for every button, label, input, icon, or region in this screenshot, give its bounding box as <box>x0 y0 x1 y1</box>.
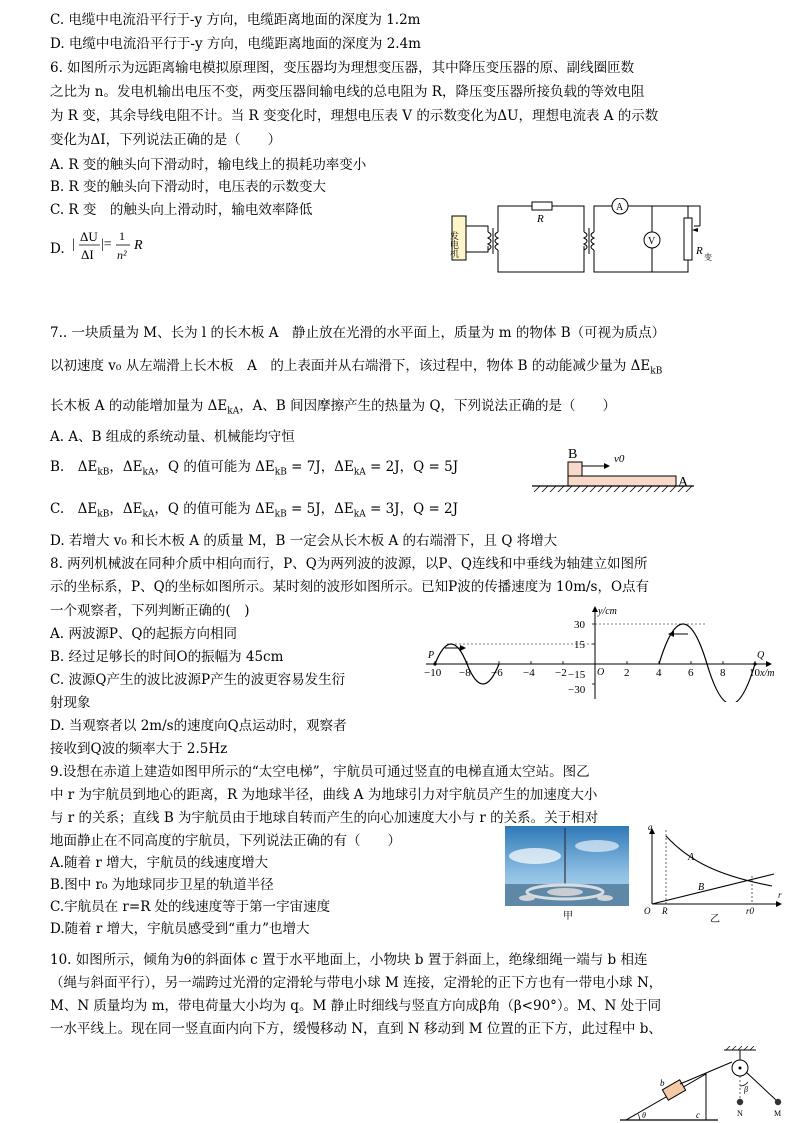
q8-option-c-line1: C. 波源Q产生的波比波源P产生的波更容易发生衍 <box>50 672 346 688</box>
q7-option-d: D. 若增大 v₀ 和长木板 A 的质量 M，B 一定会从长木板 A 的右端滑下，且 Q 将增大 <box>50 533 558 549</box>
q10-stem-line4: 一水平线上。现在同一竖直面内向下方，缓慢移动 N，直到 N 移动到 M 位置的正下方，此过程中 b、 <box>50 1021 662 1037</box>
q7-plank-figure <box>530 444 698 500</box>
q10-stem-line3: M、N 质量均为 m，带电荷量大小均为 q。M 静止时细线与竖直方向成β角（β<90°）。M、N 处于同 <box>50 998 662 1014</box>
ytick-neg30: −30 <box>568 684 586 696</box>
q9-option-d: D.随着 r 增大，宇航员感受到“重力”也增大 <box>50 921 310 937</box>
source-p-label: P <box>428 650 435 661</box>
xtick-neg2: −2 <box>555 667 567 679</box>
graph-origin-label: O <box>644 906 651 916</box>
beta-label: β <box>744 1085 748 1094</box>
q6-stem-line2: 之比为 n。发电机输出电压不变，两变压器间输电线的总电阻为 R，降压变压器所接负载的等效电阻 <box>50 84 645 100</box>
origin-label: O <box>597 667 605 678</box>
figure-jia-label: 甲 <box>563 911 573 922</box>
q10-stem-line2: （绳与斜面平行），另一端跨过光滑的定滑轮与带电小球 M 连接，定滑轮的正下方也有一带电小球 N， <box>50 975 663 991</box>
ytick-neg15: −15 <box>568 669 586 681</box>
curve-a-label: A <box>688 852 695 863</box>
graph-r0-label: r0 <box>746 906 755 916</box>
svg-text:R: R <box>134 238 143 253</box>
q6-option-c: C. R 变 的触头向上滑动时，输电效率降低 <box>50 202 313 218</box>
q8-wave-figure <box>420 604 780 702</box>
xtick-4: 4 <box>656 667 662 679</box>
q7-option-b: B. $\Delta E_{kB}$，$\Delta E_{kA}$，Q 的值可能为 $\Delta E_{kB} = 7J$，$\Delta E_{kA} = 2J$，Q = 5J <box>50 459 459 478</box>
ball-m-label: M <box>774 1109 782 1118</box>
plank-a-label: A <box>678 475 689 490</box>
xtick-neg10: −10 <box>424 667 442 679</box>
ytick-15: 15 <box>574 639 585 651</box>
q9-acceleration-graph <box>640 824 786 924</box>
ammeter-label: A <box>616 202 624 213</box>
block-b-label: b <box>660 1078 665 1088</box>
q6-stem-line1: 6. 如图所示为远距离输电模拟原理图，变压器均为理想变压器，其中降压变压器的原、副线圈匝数 <box>50 60 635 76</box>
q7-stem-line1: 7.. 一块质量为 M、长为 l 的长木板 A 静止放在光滑的水平面上，质量为 m 的物体 B（可视为质点） <box>50 325 666 341</box>
q7-stem-line3: 长木板 A 的动能增加量为 $\Delta E_{kA}$，A、B 间因摩擦产生的热量为 Q，下列说法正确的是（ ） <box>50 398 617 417</box>
xtick-neg4: −4 <box>523 667 535 679</box>
load-subscript: 变 <box>704 253 712 262</box>
svg-text:|: | <box>72 237 75 252</box>
q8-stem-line2: 示的坐标系，P、Q的坐标如图所示。某时刻的波形如图所示。已知P波的传播速度为 10m/s，O点有 <box>50 579 650 595</box>
theta-label: θ <box>642 1111 646 1120</box>
xtick-neg8: −8 <box>459 667 471 679</box>
ball-n-label: N <box>737 1109 743 1118</box>
figure-yi-label: 乙 <box>710 914 720 924</box>
q8-option-b: B. 经过足够长的时间O的振幅为 45cm <box>50 649 284 665</box>
v0-label: v0 <box>614 453 625 465</box>
q10-incline-pulley-figure <box>618 1046 790 1123</box>
generator-label: 发电机 <box>449 231 459 258</box>
q8-stem-line3: 一个观察者，下列判断正确的( ) <box>50 603 250 619</box>
q8-stem-line1: 8. 两列机械波在同种介质中相向而行，P、Q为两列波的波源，以P、Q连线和中垂线为轴建立如图所 <box>50 556 648 572</box>
q6-option-d-formula <box>70 226 160 266</box>
q5-option-d: D. 电缆中电流沿平行于-y 方向，电缆距离地面的深度为 2.4m <box>50 36 421 52</box>
svg-text:1: 1 <box>119 229 125 243</box>
q9-option-c: C.宇航员在 r=R 处的线速度等于第一宇宙速度 <box>50 899 331 915</box>
q6-option-a: A. R 变的触头向下滑动时，输电线上的损耗功率变小 <box>50 157 367 173</box>
q6-stem-line4: 变化为ΔI，下列说法正确的是（ ） <box>50 132 282 148</box>
svg-text:ΔU: ΔU <box>80 229 98 244</box>
load-label: R <box>696 245 703 257</box>
source-q-label: Q <box>757 650 765 661</box>
q6-option-d <box>50 240 65 258</box>
q8-option-c-line2: 射现象 <box>50 695 91 711</box>
graph-a-axis-label: a <box>648 824 653 832</box>
svg-text:n²: n² <box>117 248 127 262</box>
q9-stem-line1: 9.设想在赤道上建造如图甲所示的“太空电梯”，宇航员可通过竖直的电梯直通太空站。图乙 <box>50 764 590 780</box>
block-b-label: B <box>568 447 578 462</box>
svg-text:ΔI: ΔI <box>81 247 94 262</box>
line-b-label: B <box>698 882 705 893</box>
q8-option-d-line2: 接收到Q波的频率大于 2.5Hz <box>50 741 228 757</box>
xtick-neg6: −6 <box>491 667 503 679</box>
incline-c-label: c <box>696 1110 700 1120</box>
xtick-2: 2 <box>624 667 630 679</box>
y-axis-label: y/cm <box>598 606 617 617</box>
q6-option-d-prefix: D. <box>50 241 65 257</box>
x-axis-label: x/m <box>760 668 775 679</box>
q9-option-a: A.随着 r 增大，宇航员的线速度增大 <box>50 855 269 871</box>
svg-text:|=: |= <box>101 237 112 252</box>
q8-option-a: A. 两波源P、Q的起振方向相同 <box>50 626 237 642</box>
q8-option-d-line1: D. 当观察者以 2m/s的速度向Q点运动时，观察者 <box>50 718 347 734</box>
q5-option-c: C. 电缆中电流沿平行于-y 方向，电缆距离地面的深度为 1.2m <box>50 12 421 28</box>
q9-stem-line3: 与 r 的关系；直线 B 为宇航员由于地球自转而产生的向心加速度大小与 r 的关系。关于相对 <box>50 810 599 826</box>
q9-stem-line2: 中 r 为宇航员到地心的距离，R 为地球半径，曲线 A 为地球引力对宇航员产生的加速度大小 <box>50 787 598 803</box>
xtick-6: 6 <box>688 667 694 679</box>
graph-r-axis-label: r <box>778 890 782 900</box>
graph-r-label: R <box>662 906 668 916</box>
q7-stem-line2: 以初速度 v₀ 从左端滑上长木板 A 的上表面并从右端滑下，该过程中，物体 B 的动能减少量为 $\Delta E_{kB}$ <box>50 358 663 377</box>
q9-option-b: B.图中 r₀ 为地球同步卫星的轨道半径 <box>50 877 274 893</box>
q6-circuit-figure <box>448 198 730 280</box>
q9-stem-line4: 地面静止在不同高度的宇航员，下列说法正确的有（ ） <box>50 833 401 849</box>
q7-option-a: A. A、B 组成的系统动量、机械能均守恒 <box>50 429 295 445</box>
xtick-10: 10 <box>749 667 760 679</box>
q7-option-c: C. $\Delta E_{kB}$，$\Delta E_{kA}$，Q 的值可能为 $\Delta E_{kB} = 5J$，$\Delta E_{kA} = 3J$，Q = 2J <box>50 501 459 520</box>
q6-stem-line3: 为 R 变，其余导线电阻不计。当 R 变变化时，理想电压表 V 的示数变化为ΔU，理想电流表 A 的示数 <box>50 108 659 124</box>
q6-option-b: B. R 变的触头向下滑动时，电压表的示数变大 <box>50 179 326 195</box>
ytick-30: 30 <box>574 619 585 631</box>
xtick-8: 8 <box>720 667 726 679</box>
voltmeter-label: V <box>648 236 656 247</box>
q9-space-elevator-image <box>505 826 629 922</box>
resistor-label: R <box>537 213 544 225</box>
q10-stem-line1: 10. 如图所示，倾角为θ的斜面体 c 置于水平地面上，小物块 b 置于斜面上，绝缘细绳一端与 b 相连 <box>50 952 648 968</box>
